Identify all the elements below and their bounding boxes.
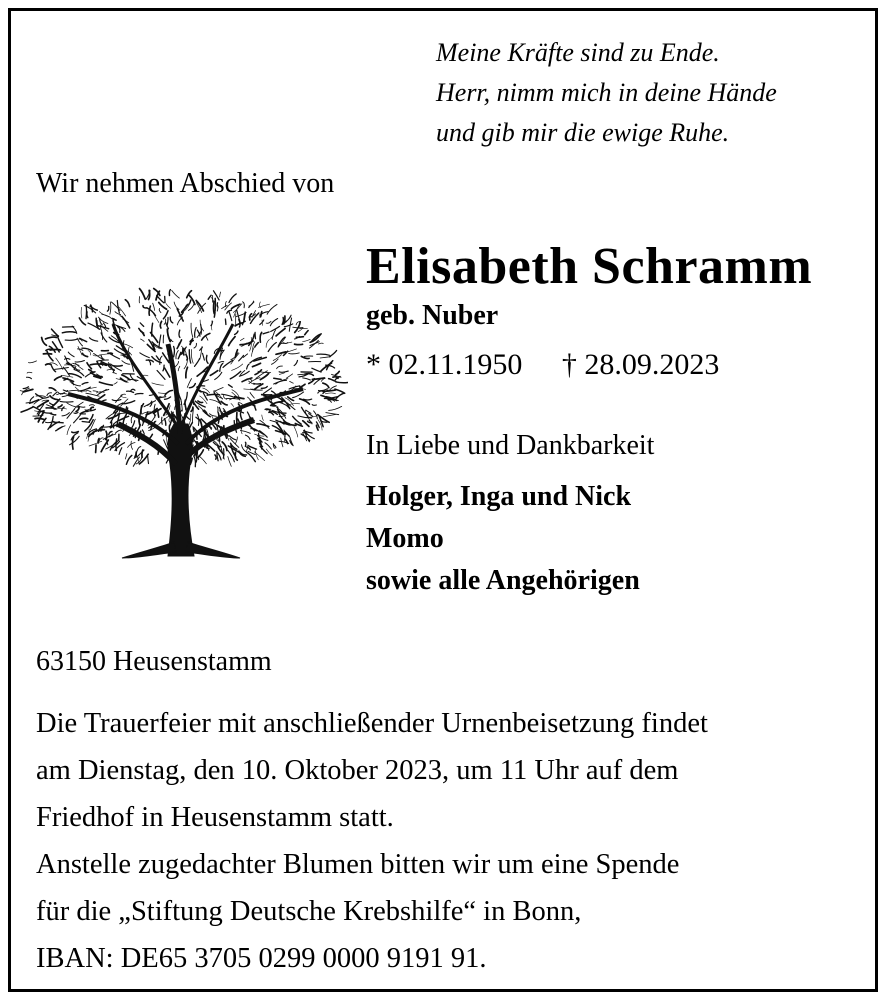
tree-twig [79,318,85,325]
tree-twig [207,394,220,395]
tree-twig [57,335,63,347]
tree-twig [159,335,161,348]
tree-twig [47,393,52,396]
tree-twig [336,382,348,383]
notice-line: Friedhof in Heusenstamm statt. [36,802,394,833]
tree-twig [336,393,344,398]
tree-twig [250,393,254,399]
verse-line-2: Herr, nimm mich in deine Hände [436,78,777,107]
tree-twig [165,419,166,426]
tree-twig [335,371,339,375]
tree-twig [86,390,91,392]
tree-twig [320,357,330,358]
mourner-line: sowie alle Angehörigen [366,565,640,596]
tree-twig [210,414,217,417]
tree-twig [214,388,223,392]
tree-twig [203,353,205,360]
tree-twig [167,329,170,341]
tree-twig [118,327,120,333]
tree-twig [187,379,191,388]
tree-twig [195,359,200,367]
tree-twig [55,376,62,380]
mourners [366,476,640,602]
notice-line: am Dienstag, den 10. Oktober 2023, um 11 Uhr auf dem [36,755,679,786]
tree-twig [312,405,316,406]
tree-twig [277,366,283,369]
tree-twig [329,406,342,410]
tree-twig [169,418,170,423]
tree-twig [229,312,232,321]
tree-twig [43,397,49,398]
tree-twig [245,435,250,439]
tree-twig [62,332,75,333]
tree-twig [189,350,190,363]
tree-twig [152,383,164,385]
tree-twig [88,351,91,356]
tree-twig [226,398,239,399]
tree-twig [23,387,28,389]
tree-twig [330,351,337,357]
tree-twig [151,333,158,343]
tree-twig [254,383,261,384]
tree-twig [116,395,123,402]
tree-twig [194,343,196,348]
tree-twig [21,407,33,412]
tree-twig [240,413,242,420]
tree-twig [294,361,297,366]
tree-twig [56,358,63,370]
tree-twig [266,449,272,456]
tree-twig [240,338,244,340]
tree-twig [175,361,178,366]
tree-twig [181,401,182,411]
tree-twig [260,332,262,342]
tree-twig [249,301,254,306]
tree-twig [189,384,195,388]
tree-twig [229,294,236,303]
tree-twig [306,410,311,413]
tree-twig [143,306,147,308]
tree-twig [279,373,284,375]
tree-twig [127,391,134,392]
tree-twig [229,337,236,346]
tree-twig [203,393,207,400]
notice-line: für die „Stiftung Deutsche Krebshilfe“ in Bonn, [36,896,582,927]
tree-twig [208,295,211,299]
tree-twig [191,323,193,337]
tree-twig [178,366,180,371]
tree-twig [269,412,274,415]
tree-twig [63,390,67,391]
tree-twig [302,407,309,416]
tree-twig [221,401,227,405]
verse-line-3: und gib mir die ewige Ruhe. [436,118,730,147]
tree-twig [235,331,238,335]
tree-twig [27,377,32,378]
tree-twig [55,368,69,370]
tree-icon [18,284,348,564]
tree-twig [305,331,308,335]
tree-twig [67,425,71,435]
tree-twig [206,355,208,363]
tree-twig [243,302,245,308]
love-line: In Liebe und Dankbarkeit [366,430,655,461]
tree-twig [157,371,165,380]
notice-line: Anstelle zugedachter Blumen bitten wir um eine Spende [36,849,680,880]
tree-twig [312,368,321,372]
tree-twig [272,391,276,394]
tree-twig [111,302,120,311]
tree-twig [253,363,261,366]
tree-twig [83,353,88,356]
tree-twig [304,356,312,357]
tree-twig [23,389,32,392]
tree-twig [199,456,206,464]
tree-twig [276,328,285,336]
tree-twig [326,413,339,415]
tree-twig [232,364,243,370]
tree-twig [255,449,258,460]
tree-twig [130,374,136,381]
tree-twig [128,347,129,354]
tree-twig [241,430,251,433]
tree-twig [47,352,53,361]
tree-twig [27,372,32,373]
tree-twig [81,307,82,318]
verse-line-1: Meine Kräfte sind zu Ende. [436,38,720,67]
tree-twig [86,305,87,319]
tree-twig [215,455,216,459]
tree-twig [318,343,323,344]
tree-twig [323,383,329,388]
tree-twig [287,374,293,378]
tree-twig [228,457,232,467]
tree-twig [160,321,161,328]
maiden-name: geb. Nuber [366,300,499,331]
tree-twig [169,290,170,296]
tree-twig [303,339,311,341]
tree-twig [290,381,294,383]
tree-twig [46,408,56,409]
tree-twig [196,454,197,462]
tree-twig [176,351,178,359]
tree-twig [139,328,144,333]
tree-twig [117,326,125,332]
tree-twig [210,371,218,376]
tree-twig [266,339,269,347]
tree-twig [82,348,93,351]
tree-twig [99,382,112,385]
tree-twig [112,366,122,367]
tree-twig [248,397,252,401]
tree-twig [309,414,313,417]
tree-twig [90,338,98,341]
tree-twig [214,291,220,300]
tree-twig [179,330,180,337]
tree-twig [137,447,141,452]
tree-twig [137,450,144,457]
tree-twig [261,386,267,388]
tree-twig [68,352,74,357]
tree-twig [198,450,204,458]
tree-twig [116,439,117,451]
tree-twig [222,442,227,451]
tree-twig [174,347,175,357]
tree-twig [314,411,318,419]
tree-twig [61,375,73,377]
tree-twig [125,454,127,459]
tree-twig [87,363,92,369]
tree-twig [323,415,335,417]
tree-twig [321,395,328,398]
tree-twig [215,372,222,379]
tree-twig [110,302,111,314]
tree-twig [131,416,132,422]
tree-twig [231,404,233,407]
tree-twig [125,300,129,307]
tree-twig [279,371,288,372]
tree-twig [159,303,167,310]
tree-twig [78,346,82,355]
tree-twig [220,363,223,371]
tree-twig [141,339,145,341]
tree-twig [159,309,161,313]
tree-twig [186,367,188,378]
tree-twig [156,356,159,360]
tree-twig [270,319,277,326]
tree-twig [213,301,214,313]
tree-twig [296,337,303,338]
tree-twig [178,352,181,358]
tree-twig [325,393,335,394]
tree-twig [80,418,88,419]
tree-twig [89,405,94,406]
tree-twig [260,446,267,453]
tree-twig [159,416,170,425]
tree-twig [109,353,119,359]
tree-twig [109,432,112,435]
tree-twig [165,368,170,377]
tree-twig [103,434,112,439]
tree-twig [52,366,56,372]
tree-twig [284,324,293,327]
tree-twig [60,401,73,402]
tree-twig [131,389,135,390]
tree-twig [235,452,237,460]
funeral-notice [36,700,708,982]
tree-twig [163,311,168,319]
tree-twig [191,350,193,364]
tree-twig [239,355,244,361]
tree-twig [211,321,212,326]
tree-twig [267,304,277,314]
tree-twig [113,319,114,324]
tree-twig [298,374,304,375]
tree-twig [30,397,33,402]
tree-twig [50,403,54,405]
tree-twig [289,353,300,354]
mourner-line: Holger, Inga und Nick [366,481,632,512]
tree-twig [122,361,130,365]
tree-twig [119,448,122,455]
tree-twig [126,455,131,464]
tree-twig [56,427,63,431]
tree-twig [164,319,166,324]
tree-twig [46,421,55,422]
tree-twig [142,421,143,426]
tree-twig [102,314,112,319]
death-date: † 28.09.2023 [561,348,720,381]
tree-twig [217,305,218,311]
tree-twig [198,401,203,403]
tree-twig [267,409,271,410]
tree-twig [247,364,249,369]
tree-twig [268,343,276,352]
notice-line: Die Trauerfeier mit anschließender Urnenbeisetzung findet [36,708,708,739]
tree-twig [272,330,275,340]
tree-twig [75,361,84,363]
tree-twig [170,317,173,323]
tree-twig [29,361,37,363]
tree-twig [58,405,62,407]
tree-twig [167,318,168,327]
tree-twig [115,430,121,433]
deceased-name: Elisabeth Schramm [366,238,813,295]
tree-twig [148,456,149,463]
tree-twig [50,396,58,400]
tree-twig [93,391,98,392]
tree-twig [97,360,108,361]
tree-twig [117,301,119,314]
tree-twig [258,304,269,307]
tree-twig [78,349,83,350]
tree-twig [282,318,283,325]
tree-twig [62,407,64,411]
tree-twig [140,353,150,358]
tree-twig [265,443,272,449]
tree-twig [72,432,79,433]
tree-twig [246,445,248,452]
tree-twig [266,321,271,323]
place-line: 63150 Heusenstamm [36,646,272,677]
tree-twig [157,296,164,303]
tree-twig [186,354,188,360]
tree-twig [205,335,208,340]
tree-twig [166,304,171,309]
mourner-line: Momo [366,523,444,554]
tree-twig [62,395,68,397]
tree-twig [121,394,126,395]
tree-twig [317,354,330,355]
tree-twig [191,407,193,411]
tree-twig [274,380,287,384]
tree-twig [312,334,322,341]
tree-twig [140,289,146,300]
tree-twig [152,311,159,323]
tree-twig [294,426,298,437]
tree-twig [107,306,108,311]
tree-twig [52,399,60,407]
tree-twig [263,332,269,334]
tree-twig [65,358,70,359]
tree-twig [172,290,180,298]
tree-twig [65,339,77,340]
tree-twig [49,388,56,391]
tree-twig [262,415,264,421]
tree-twig [274,378,281,379]
tree-twig [140,323,144,327]
tree-twig [254,452,264,461]
verse [436,33,777,153]
tree-twig [166,436,167,445]
tree-twig [289,404,300,405]
tree-twig [195,328,197,338]
tree-twig [177,340,181,349]
tree-twig [230,371,240,378]
tree-twig [194,456,196,467]
tree-twig [153,303,155,310]
tree-twig [114,382,117,384]
tree-twig [135,394,143,395]
tree-twig [46,364,52,365]
tree-twig [131,441,133,449]
tree-twig [165,390,173,395]
tree-twig [90,371,96,372]
tree-twig [300,384,305,387]
tree-twig [46,337,57,339]
tree-twig [82,383,88,385]
intro-text: Wir nehmen Abschied von [36,168,335,199]
tree-twig [278,337,284,346]
tree-twig [229,385,233,388]
tree-twig [303,378,311,380]
tree-twig [53,392,57,396]
tree-twig [62,413,69,416]
life-dates [366,346,719,384]
notice-line: IBAN: DE65 3705 0299 0000 9191 91. [36,943,487,974]
tree-twig [293,416,302,424]
tree-twig [113,373,117,374]
tree-twig [121,396,127,397]
tree-twig [100,318,103,325]
tree-twig [264,388,272,394]
tree-twig [225,319,226,324]
tree-twig [220,292,221,297]
tree-twig [80,338,87,341]
tree-twig [281,438,283,447]
tree-twig [235,323,243,326]
tree-twig [329,379,336,382]
birth-date: * 02.11.1950 [366,348,523,381]
tree-twig [255,343,258,347]
tree-twig [121,399,128,406]
